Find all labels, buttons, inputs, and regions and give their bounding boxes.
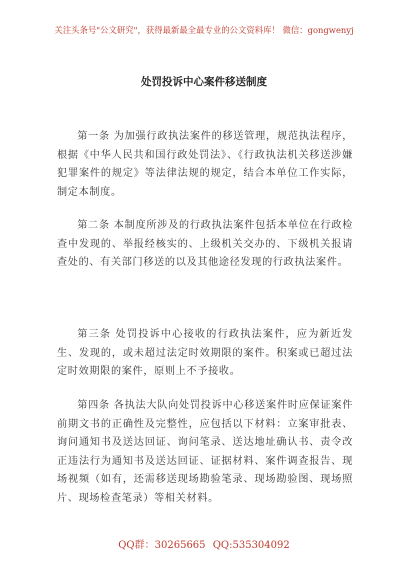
footer-contact: [0, 536, 408, 551]
article-3: [57, 326, 353, 382]
paragraph-text: 第二条 本制度所涉及的行政执法案件包括本单位在行政检查中发现的、举报经核实的、上级机关交办的、下级机关报请查处的、有关部门移送的以及其他途径发现的行政执法案件。: [57, 220, 353, 268]
footer-qq-number: QQ:535304092: [212, 540, 290, 551]
document-title: 处罚投诉中心案件移送制度: [141, 76, 267, 88]
article-4: [57, 397, 353, 508]
article-2: [57, 217, 353, 273]
header-notice: 关注头条号"公文研究"，获得最新最全最专业的公文资料库！ 微信：gongwenyj: [54, 25, 354, 35]
paragraph-text: 第四条 各执法大队向处罚投诉中心移送案件时应保证案件前期文书的正确性及完整性，应包括以下材料：立案审批表、询问通知书及送达回证、询问笔录、送达地址确认书、责令改正违法行为通知书及送达回证、证据材料、案件调查报告、现场视频（如有，还需移送现场勘验笔录、现场勘验图、现场照片、现场检查笔录）等相关材料。: [57, 400, 353, 504]
article-1: [57, 128, 353, 202]
footer-qq-group: QQ群：30265665: [118, 540, 206, 551]
paragraph-text: 第一条 为加强行政执法案件的移送管理，规范执法程序，根据《中华人民共和国行政处罚法》、《行政执法机关移送涉嫌犯罪案件的规定》等法律法规的规定，结合本单位工作实际，制定本制度。: [57, 131, 353, 198]
paragraph-text: 第三条 处罚投诉中心接收的行政执法案件，应为新近发生、发现的，或未超过法定时效期限的案件。积案或已超过法定时效期限的案件，原则上不予接收。: [57, 329, 353, 377]
